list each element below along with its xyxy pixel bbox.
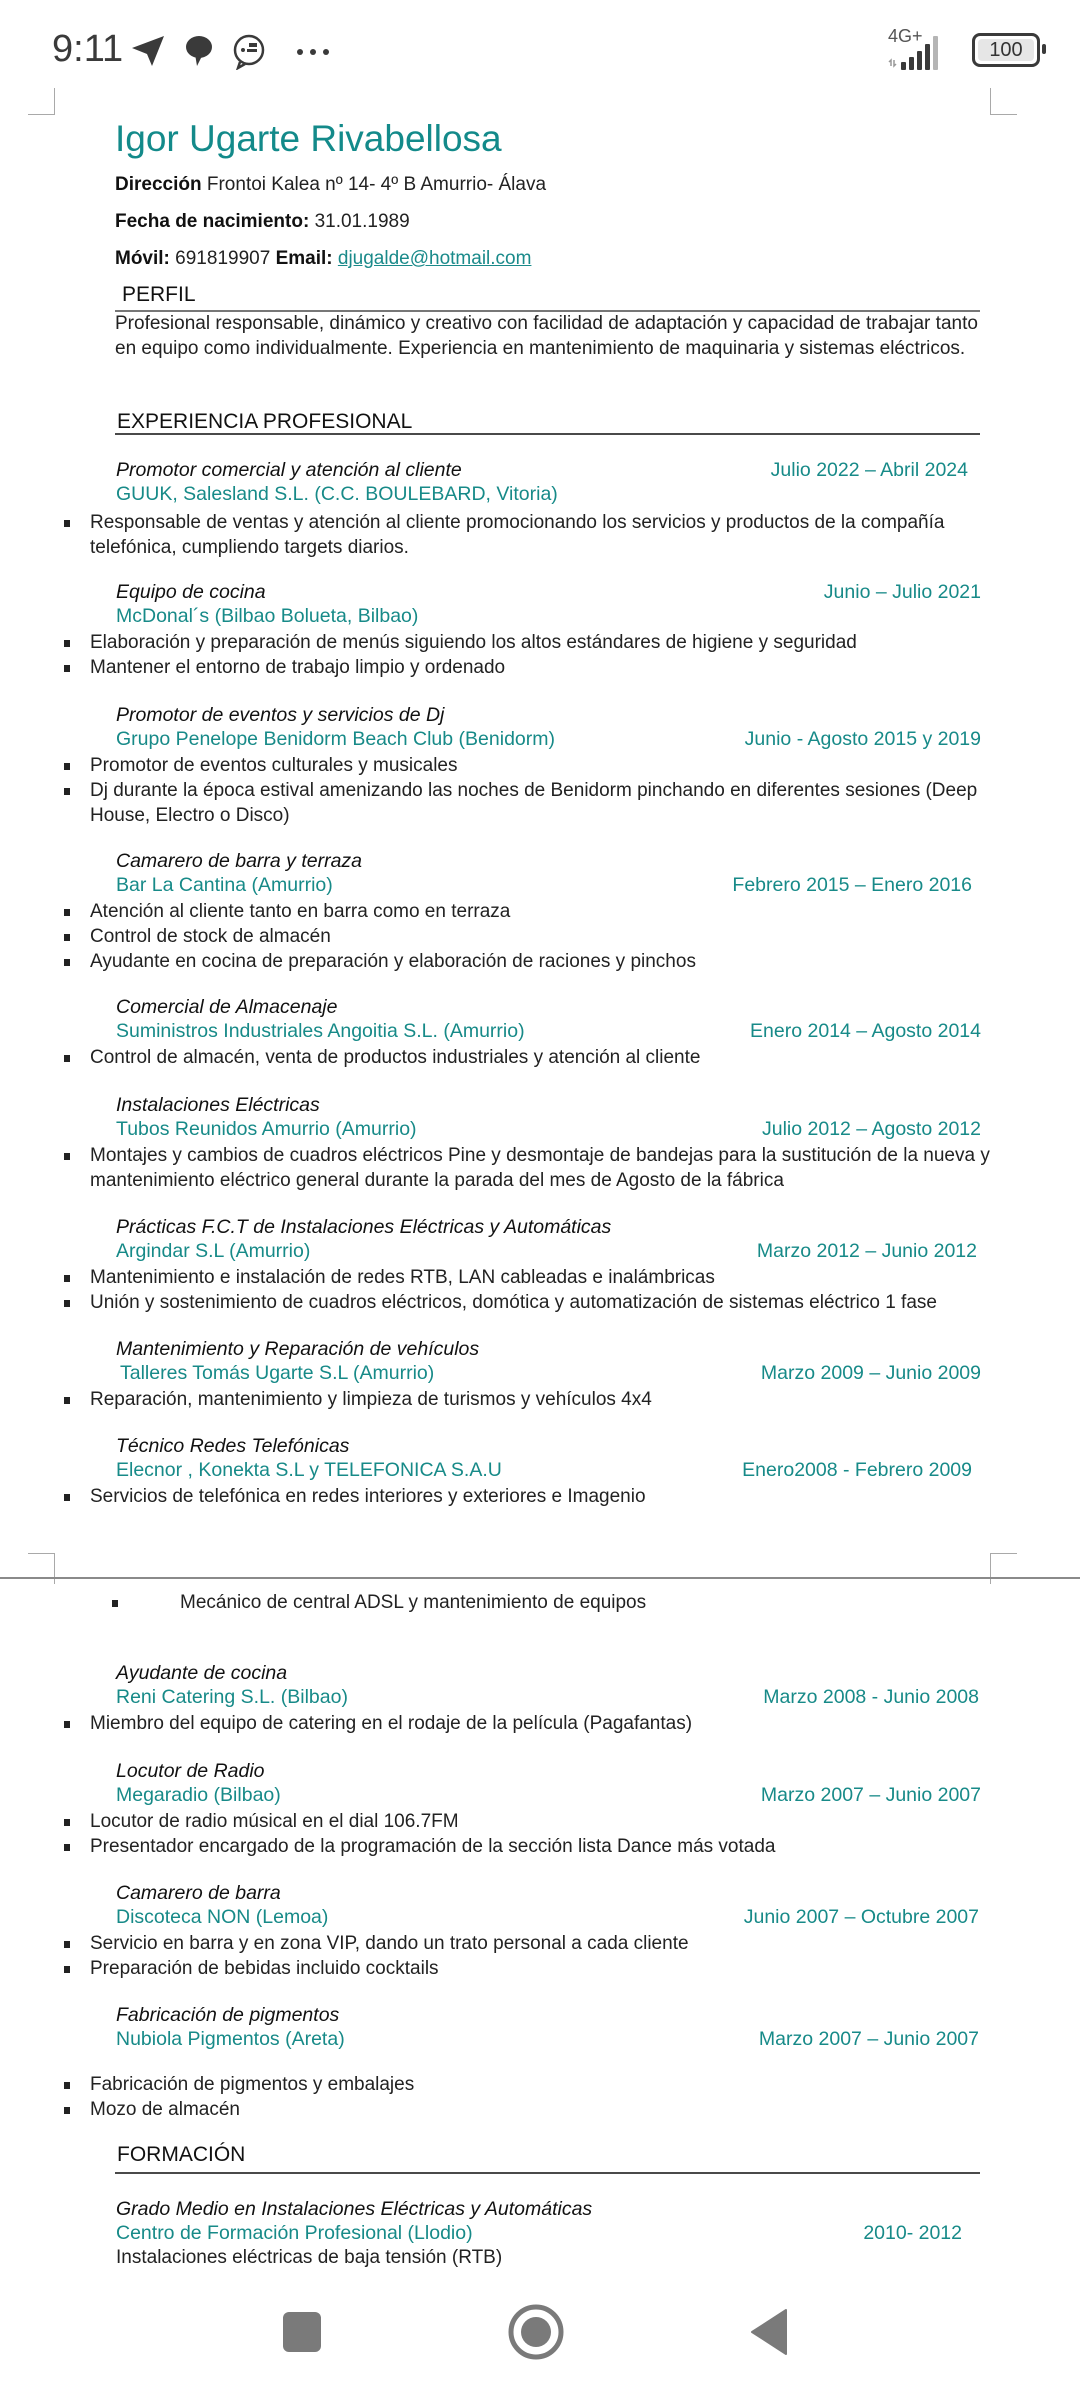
bullet-marker-icon [64,1275,70,1282]
bullet-marker-icon [64,665,70,672]
job-company: Discoteca NON (Lemoa) [116,1906,329,1928]
job-bullet-text: Reparación, mantenimiento y limpieza de turismos y vehículos 4x4 [90,1389,652,1410]
section-title-experience: EXPERIENCIA PROFESIONAL [117,410,413,433]
job-bullet [64,924,994,949]
job-role: Mantenimiento y Reparación de vehículos [116,1338,480,1360]
job-bullet [64,1290,994,1315]
job-bullet [64,899,994,924]
bullet-marker-icon [64,959,70,966]
job-company: GUUK, Salesland S.L. (C.C. BOULEBARD, Vitoria) [116,483,558,505]
job-bullet [64,1143,994,1193]
page-corner-mark [28,1553,55,1584]
job-dates: Julio 2012 – Agosto 2012 [761,1118,981,1140]
job-role: Fabricación de pigmentos [116,2004,340,2026]
home-button[interactable] [508,2304,564,2360]
status-right [888,26,1040,70]
job-bullet-text: Locutor de radio músical en el dial 106.7FM [90,1811,459,1832]
education-dates: 2010- 2012 [863,2222,962,2244]
page-break-line [0,1577,1080,1579]
bullet-marker-icon [64,640,70,647]
job-role: Técnico Redes Telefónicas [116,1435,350,1457]
battery-icon [972,33,1040,67]
job-bullet-text: Promotor de eventos culturales y musicales [90,755,458,776]
job-dates: Enero 2014 – Agosto 2014 [750,1020,981,1042]
bullet-marker-icon [64,1153,70,1160]
job-company: Reni Catering S.L. (Bilbao) [116,1686,348,1708]
bullet-marker-icon [64,1941,70,1948]
bullet-marker-icon [64,1300,70,1307]
bullet-marker-icon [64,1494,70,1501]
job-dates: Enero2008 - Febrero 2009 [742,1459,972,1481]
job-company: Suministros Industriales Angoitia S.L. (Amurrio) [116,1020,525,1042]
job-role: Instalaciones Eléctricas [116,1094,320,1116]
job-bullet-text: Dj durante la época estival amenizando las noches de Benidorm pinchando en diferentes sesiones (Deep House, Electro o Disco) [90,780,978,826]
job-role: Promotor comercial y atención al cliente [116,459,462,481]
contact-line [115,248,531,270]
job-bullet [64,655,994,680]
bullet-marker-icon [64,1721,70,1728]
mobile-label: Móvil: [115,248,170,269]
back-button[interactable] [748,2308,790,2356]
job-bullet [64,949,994,974]
job-bullet-text: Presentador encargado de la programación de la sección lista Dance más votada [90,1836,776,1857]
recents-button[interactable] [282,2311,322,2353]
job-bullet-text: Elaboración y preparación de menús siguiendo los altos estándares de higiene y seguridad [90,632,857,653]
page-corner-mark [990,88,1017,115]
job-bullet-text: Preparación de bebidas incluido cocktails [90,1958,439,1979]
job-dates: Junio – Julio 2021 [823,581,981,603]
bullet-marker-icon [64,1844,70,1851]
job-dates: Junio - Agosto 2015 y 2019 [744,728,981,750]
job-bullet [64,1956,994,1981]
job-dates: Marzo 2007 – Junio 2007 [758,2028,979,2050]
address-line [115,174,546,196]
job-bullet [64,510,994,560]
section-title-profile: PERFIL [122,283,196,306]
job-bullet-text: Mecánico de central ADSL y mantenimiento de equipos [180,1592,647,1613]
job-bullet-text: Unión y sostenimiento de cuadros eléctricos, domótica y automatización de sistemas eléctrico 1 fase [90,1292,937,1313]
job-bullet-text: Control de stock de almacén [90,926,331,947]
job-role: Comercial de Almacenaje [116,996,338,1018]
job-bullet-text: Atención al cliente tanto en barra como en terraza [90,901,511,922]
job-company: McDonal´s (Bilbao Bolueta, Bilbao) [116,605,419,627]
job-dates: Marzo 2009 – Junio 2009 [760,1362,981,1384]
job-bullet-text: Mantener el entorno de trabajo limpio y ordenado [90,657,506,678]
email-label: Email: [275,248,333,269]
job-dates: Marzo 2012 – Junio 2012 [756,1240,977,1262]
page-corner-mark [28,88,55,115]
job-bullet-text: Control de almacén, venta de productos industriales y atención al cliente [90,1047,701,1068]
job-bullet [64,1265,994,1290]
education-school: Centro de Formación Profesional (Llodio) [116,2222,473,2244]
job-dates: Julio 2022 – Abril 2024 [770,459,968,481]
job-company: Nubiola Pigmentos (Areta) [116,2028,345,2050]
bullet-marker-icon [64,1055,70,1062]
job-bullet-text: Mantenimiento e instalación de redes RTB, LAN cableadas e inalámbricas [90,1267,715,1288]
bullet-marker-icon [64,1397,70,1404]
mobile-value: 691819907 [175,248,271,269]
battery-level: 100 [989,38,1023,61]
job-role: Promotor de eventos y servicios de Dj [116,704,445,726]
job-company: Grupo Penelope Benidorm Beach Club (Benidorm) [116,728,555,750]
bullet-marker-icon [64,788,70,795]
bullet-marker-icon [64,2107,70,2114]
address-label: Dirección [115,174,202,195]
bullet-marker-icon [64,520,70,527]
network-indicator [888,26,958,70]
job-bullet-text: Ayudante en cocina de preparación y elaboración de raciones y pinchos [90,951,696,972]
bullet-marker-icon [112,1600,118,1607]
birth-value: 31.01.1989 [314,211,410,232]
job-role: Equipo de cocina [116,581,266,603]
bullet-marker-icon [64,909,70,916]
bullet-marker-icon [64,2082,70,2089]
job-dates: Marzo 2008 - Junio 2008 [763,1686,979,1708]
messaging-app-icon [232,34,266,70]
job-bullet-text: Servicios de telefónica en redes interiores y exteriores e Imagenio [90,1486,646,1507]
job-bullet-text: Miembro del equipo de catering en el rodaje de la película (Pagafantas) [90,1713,693,1734]
status-time: 9:11 [52,28,124,70]
candidate-name: Igor Ugarte Rivabellosa [115,118,502,159]
job-bullet [64,1484,994,1509]
job-dates: Marzo 2007 – Junio 2007 [760,1784,981,1806]
job-bullet-text: Mozo de almacén [90,2099,240,2120]
birth-line [115,211,410,233]
telegram-icon [130,34,166,68]
more-dots-icon [296,48,332,56]
page-corner-mark [990,1553,1017,1584]
profile-text: Profesional responsable, dinámico y creativo con facilidad de adaptación y capacidad de trabajar tanto en equipo como individualmente. Experiencia en mantenimiento de maquinaria y sistemas eléctricos. [115,313,978,359]
education-detail: Instalaciones eléctricas de baja tensión (RTB) [116,2247,503,2268]
job-role: Locutor de Radio [116,1760,265,1782]
bullet-marker-icon [64,934,70,941]
job-bullet [64,1809,994,1834]
job-dates: Junio 2007 – Octubre 2007 [743,1906,979,1928]
job-role: Prácticas F.C.T de Instalaciones Eléctricas y Automáticas [116,1216,612,1238]
job-bullet [64,1931,994,1956]
job-company: Tubos Reunidos Amurrio (Amurrio) [116,1118,417,1140]
section-rule [115,2172,980,2174]
job-company: Megaradio (Bilbao) [116,1784,281,1806]
section-title-education: FORMACIÓN [117,2143,246,2166]
job-bullet [64,2097,994,2122]
birth-label: Fecha de nacimiento: [115,211,310,232]
chat-bubble-icon [183,34,215,68]
email-link[interactable]: djugalde@hotmail.com [337,248,532,269]
job-role: Camarero de barra [116,1882,281,1904]
job-company: Argindar S.L (Amurrio) [116,1240,311,1262]
job-bullet [64,1711,994,1736]
job-company: Bar La Cantina (Amurrio) [116,874,333,896]
job-bullet [112,1590,1042,1615]
job-company: Elecnor , Konekta S.L y TELEFONICA S.A.U [116,1459,502,1481]
job-bullet [64,1387,994,1412]
job-company: Talleres Tomás Ugarte S.L (Amurrio) [120,1362,435,1384]
section-rule [115,433,980,435]
status-bar [0,0,1080,90]
job-bullet [64,1834,994,1859]
job-bullet-text: Fabricación de pigmentos y embalajes [90,2074,415,2095]
bullet-marker-icon [64,1819,70,1826]
job-bullet [64,2072,994,2097]
bullet-marker-icon [64,1966,70,1973]
job-bullet [64,753,994,778]
job-bullet-text: Montajes y cambios de cuadros eléctricos Pine y desmontaje de bandejas para la sustitución de la nueva y mantenimiento eléctrico general durante la parada del mes de Agosto de la fábrica [90,1145,990,1191]
job-role: Ayudante de cocina [116,1662,288,1684]
job-bullet-text: Responsable de ventas y atención al cliente promocionando los servicios y productos de la compañía telefónica, cumpliendo targets diarios. [90,512,945,558]
address-value: Frontoi Kalea nº 14- 4º B Amurrio- Álava [206,174,547,195]
job-bullet [64,778,994,828]
education-degree: Grado Medio en Instalaciones Eléctricas y Automáticas [116,2198,593,2220]
job-bullet-text: Servicio en barra y en zona VIP, dando un trato personal a cada cliente [90,1933,689,1954]
network-type-label: 4G+ [888,26,923,46]
job-bullet [64,630,994,655]
job-bullet [64,1045,994,1070]
system-nav-bar [0,2290,1080,2400]
signal-strength-icon [888,30,958,72]
job-role: Camarero de barra y terraza [116,850,363,872]
job-dates: Febrero 2015 – Enero 2016 [732,874,972,896]
bullet-marker-icon [64,763,70,770]
